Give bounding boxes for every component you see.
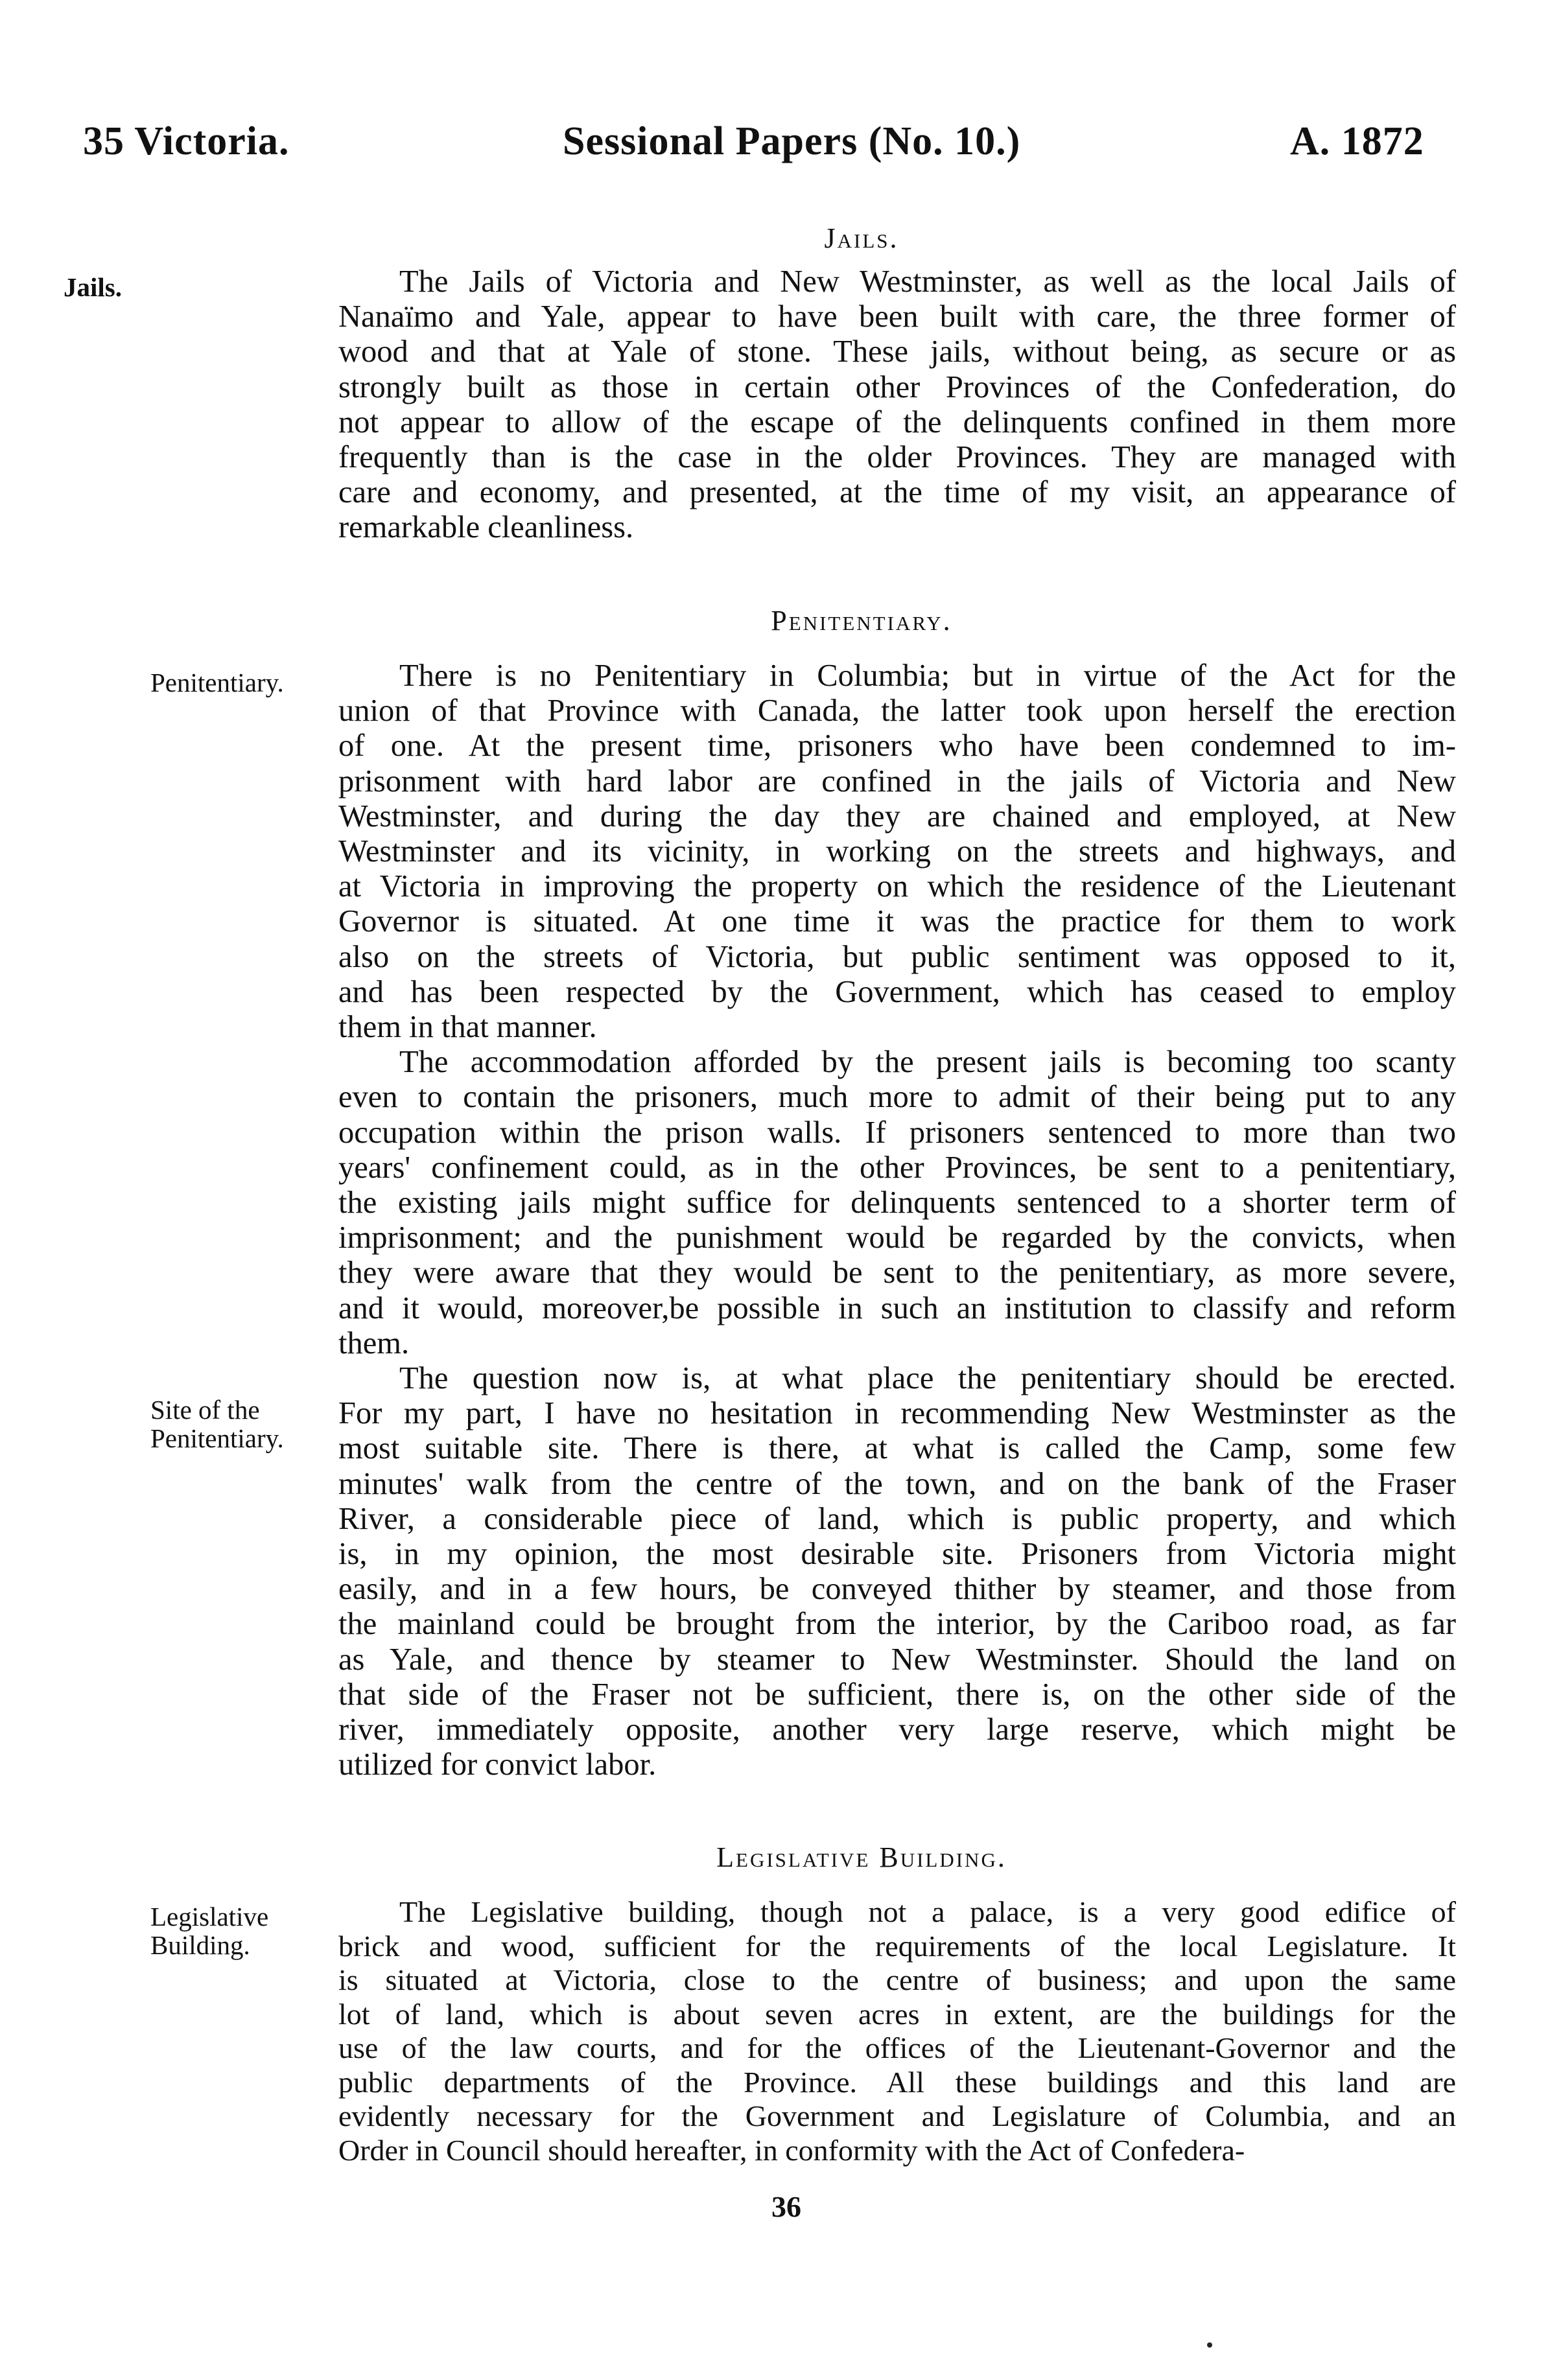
text-line: wood and that at Yale of stone. These jails, without being, as secure or as	[338, 334, 1456, 369]
text-line: them in that manner.	[338, 1010, 597, 1045]
text-line: use of the law courts, and for the offices of the Lieutenant-Governor and the	[338, 2031, 1456, 2064]
margin-note-legislative-line-2: Building.	[150, 1930, 250, 1960]
text-line: utilized for convict labor.	[338, 1747, 657, 1782]
text-line: remarkable cleanliness.	[338, 510, 634, 545]
text-line: River, a considerable piece of land, which is public property, and which	[338, 1501, 1456, 1536]
text-line: is, in my opinion, the most desirable site. Prisoners from Victoria might	[338, 1537, 1456, 1572]
text-line: For my part, I have no hesitation in recommending New Westminster as the	[338, 1396, 1456, 1431]
text-line: and has been respected by the Government, which has ceased to employ	[338, 974, 1456, 1009]
text-line: frequently than is the case in the older Provinces. They are managed with	[338, 440, 1456, 475]
text-line: at Victoria in improving the property on which the residence of the Lieutenant	[338, 869, 1456, 904]
page-number: 36	[771, 2190, 801, 2223]
text-line: also on the streets of Victoria, but public sentiment was opposed to it,	[338, 939, 1456, 974]
text-line: union of that Province with Canada, the latter took upon herself the erection	[338, 694, 1456, 729]
stray-mark	[1207, 2342, 1212, 2348]
text-line: the existing jails might suffice for delinquents sentenced to a shorter term of	[338, 1185, 1456, 1220]
text-line: Westminster, and during the day they are chained and employed, at New	[338, 799, 1456, 834]
text-line: There is no Penitentiary in Columbia; but in virtue of the Act for the	[399, 659, 1456, 693]
text-line: years' confinement could, as in the other Provinces, be sent to a penitentiary,	[338, 1150, 1456, 1185]
penitentiary-paragraphs	[338, 659, 1456, 1783]
margin-note-site-line-1: Site of the	[150, 1395, 260, 1425]
header-title: Sessional Papers (No. 10.)	[563, 119, 1021, 163]
margin-note-jails: Jails.	[64, 272, 122, 302]
margin-note-penitentiary: Penitentiary.	[150, 668, 284, 697]
text-line: most suitable site. There is there, at what is called the Camp, some few	[338, 1431, 1456, 1466]
text-line: not appear to allow of the escape of the delinquents confined in them more	[338, 404, 1456, 439]
section-title-penitentiary: Penitentiary.	[771, 605, 952, 636]
text-line: and it would, moreover,be possible in such an institution to classify and reform	[338, 1290, 1456, 1325]
text-line: even to contain the prisoners, much more to admit of their being put to any	[338, 1080, 1456, 1115]
text-line: Governor is situated. At one time it was the practice for them to work	[338, 904, 1456, 939]
text-line: brick and wood, sufficient for the requirements of the local Legislature. It	[338, 1929, 1456, 1963]
legislative-paragraph	[338, 1895, 1456, 2167]
section-title-jails: Jails.	[824, 222, 899, 254]
text-line: care and economy, and presented, at the time of my visit, an appearance of	[338, 475, 1456, 510]
text-line: they were aware that they would be sent to the penitentiary, as more severe,	[338, 1255, 1456, 1290]
text-line: Nanaïmo and Yale, appear to have been built with care, the three former of	[338, 299, 1456, 334]
text-line: evidently necessary for the Government and Legislature of Columbia, and an	[338, 2099, 1456, 2132]
text-line: that side of the Fraser not be sufficient, there is, on the other side of the	[338, 1677, 1456, 1712]
text-line: The accommodation afforded by the present jails is becoming too scanty	[399, 1045, 1456, 1080]
text-line: public departments of the Province. All these buildings and this land are	[338, 2065, 1456, 2099]
margin-note-site-line-2: Penitentiary.	[150, 1423, 284, 1453]
text-line: of one. At the present time, prisoners who have been condemned to im-	[338, 729, 1456, 764]
text-line: Order in Council should hereafter, in conformity with the Act of Confedera-	[338, 2133, 1245, 2167]
text-line: The question now is, at what place the penitentiary should be erected.	[399, 1361, 1456, 1396]
header-volume: 35 Victoria.	[83, 119, 290, 163]
text-line: imprisonment; and the punishment would be regarded by the convicts, when	[338, 1220, 1456, 1255]
text-line: The Jails of Victoria and New Westminster, as well as the local Jails of	[399, 264, 1456, 299]
text-line: the mainland could be brought from the interior, by the Cariboo road, as far	[338, 1607, 1456, 1642]
text-line: river, immediately opposite, another very large reserve, which might be	[338, 1712, 1456, 1747]
text-line: lot of land, which is about seven acres in extent, are the buildings for the	[338, 1997, 1456, 2031]
text-line: is situated at Victoria, close to the centre of business; and upon the same	[338, 1963, 1456, 1996]
section-title-legislative: Legislative Building.	[716, 1841, 1007, 1873]
text-line: occupation within the prison walls. If prisoners sentenced to more than two	[338, 1115, 1456, 1150]
text-line: them.	[338, 1325, 410, 1360]
margin-note-legislative-line-1: Legislative	[150, 1902, 269, 1931]
text-line: as Yale, and thence by steamer to New Westminster. Should the land on	[338, 1642, 1456, 1677]
text-line: Westminster and its vicinity, in working on the streets and highways, and	[338, 834, 1456, 869]
header-year: A. 1872	[1290, 119, 1424, 163]
text-line: The Legislative building, though not a palace, is a very good edifice of	[399, 1895, 1456, 1928]
text-line: minutes' walk from the centre of the town, and on the bank of the Fraser	[338, 1466, 1456, 1501]
text-line: easily, and in a few hours, be conveyed thither by steamer, and those from	[338, 1572, 1456, 1607]
jails-paragraph	[338, 264, 1456, 546]
text-line: prisonment with hard labor are confined in the jails of Victoria and New	[338, 764, 1456, 799]
text-line: strongly built as those in certain other Provinces of the Confederation, do	[338, 369, 1456, 404]
